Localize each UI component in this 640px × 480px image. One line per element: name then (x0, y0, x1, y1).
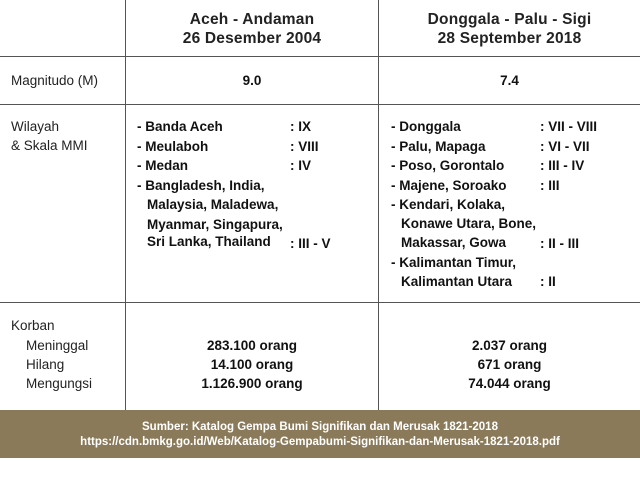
region-palu-6: - Kalimantan Timur, (391, 255, 517, 270)
header-palu (379, 10, 640, 48)
source-footer (0, 410, 640, 458)
header-palu-title: Donggala - Palu - Sigi (427, 11, 592, 28)
region-palu-5-cont: Makassar, Gowa (401, 235, 507, 250)
scale-aceh-3: : IV (290, 158, 312, 173)
header-palu-date: 28 September 2018 (437, 30, 582, 47)
header-aceh (126, 10, 378, 48)
region-aceh-1: - Banda Aceh (137, 119, 223, 134)
casualties-row-displaced: Mengungsi (26, 376, 93, 391)
scale-palu-4: : III (540, 177, 560, 193)
region-aceh-4: - Bangladesh, India, (137, 177, 265, 193)
magnitude-label: Magnitudo (M) (11, 73, 99, 88)
casualties-row-dead: Meninggal (26, 338, 89, 353)
casualties-aceh-dead: 283.100 orang (206, 338, 298, 353)
region-palu-2: - Palu, Mapaga (391, 138, 486, 154)
scale-aceh-4: : III - V (290, 236, 331, 251)
region-aceh-4-cont: Sri Lanka, Thailand (147, 234, 271, 249)
scale-aceh-1: : IX (290, 119, 312, 134)
header-aceh-title: Aceh - Andaman (189, 11, 315, 28)
region-palu-1: - Donggala (391, 119, 461, 134)
casualties-aceh-displaced: 1.126.900 orang (201, 376, 303, 391)
region-palu-5-cont: Konawe Utara, Bone, (401, 216, 537, 231)
casualties-palu-displaced: 74.044 orang (468, 376, 551, 391)
scale-palu-5: : II - III (540, 236, 579, 251)
scale-palu-2: : VI - VII (540, 138, 590, 154)
scale-aceh-2: : VIII (290, 138, 319, 154)
source-url: https://cdn.bmkg.go.id/Web/Katalog-Gempabumi-Signifikan-dan-Merusak-1821-2018.pdf (80, 436, 560, 448)
casualties-palu-missing: 671 orang (477, 357, 542, 372)
source-text: Sumber: Katalog Gempa Bumi Signifikan dan Merusak 1821-2018 (142, 421, 498, 433)
region-palu-3: - Poso, Gorontalo (391, 158, 505, 173)
magnitude-palu: 7.4 (500, 73, 519, 88)
casualties-aceh-missing: 14.100 orang (210, 357, 294, 372)
region-palu-6-cont: Kalimantan Utara (401, 274, 513, 289)
magnitude-aceh: 9.0 (242, 73, 262, 88)
scale-palu-6: : II (540, 274, 556, 289)
region-aceh-3: - Medan (137, 158, 189, 173)
region-label-line2: & Skala MMI (11, 138, 88, 153)
region-palu-4: - Majene, Soroako (391, 177, 507, 193)
row-divider (0, 56, 640, 57)
casualties-label: Korban (11, 318, 55, 333)
row-divider (0, 104, 640, 105)
scale-palu-3: : III - IV (540, 158, 585, 173)
region-label (11, 117, 88, 155)
row-divider (0, 302, 640, 303)
region-aceh-2: - Meulaboh (137, 138, 209, 154)
region-aceh-4-cont: Malaysia, Maladewa, (147, 197, 279, 212)
casualties-row-missing: Hilang (26, 357, 65, 372)
region-aceh-4-cont: Myanmar, Singapura, (147, 216, 283, 232)
header-aceh-date: 26 Desember 2004 (182, 30, 322, 47)
scale-palu-1: : VII - VIII (540, 119, 598, 134)
region-palu-5: - Kendari, Kolaka, (391, 197, 506, 212)
casualties-palu-dead: 2.037 orang (471, 338, 548, 353)
region-label-line1: Wilayah (11, 119, 60, 134)
